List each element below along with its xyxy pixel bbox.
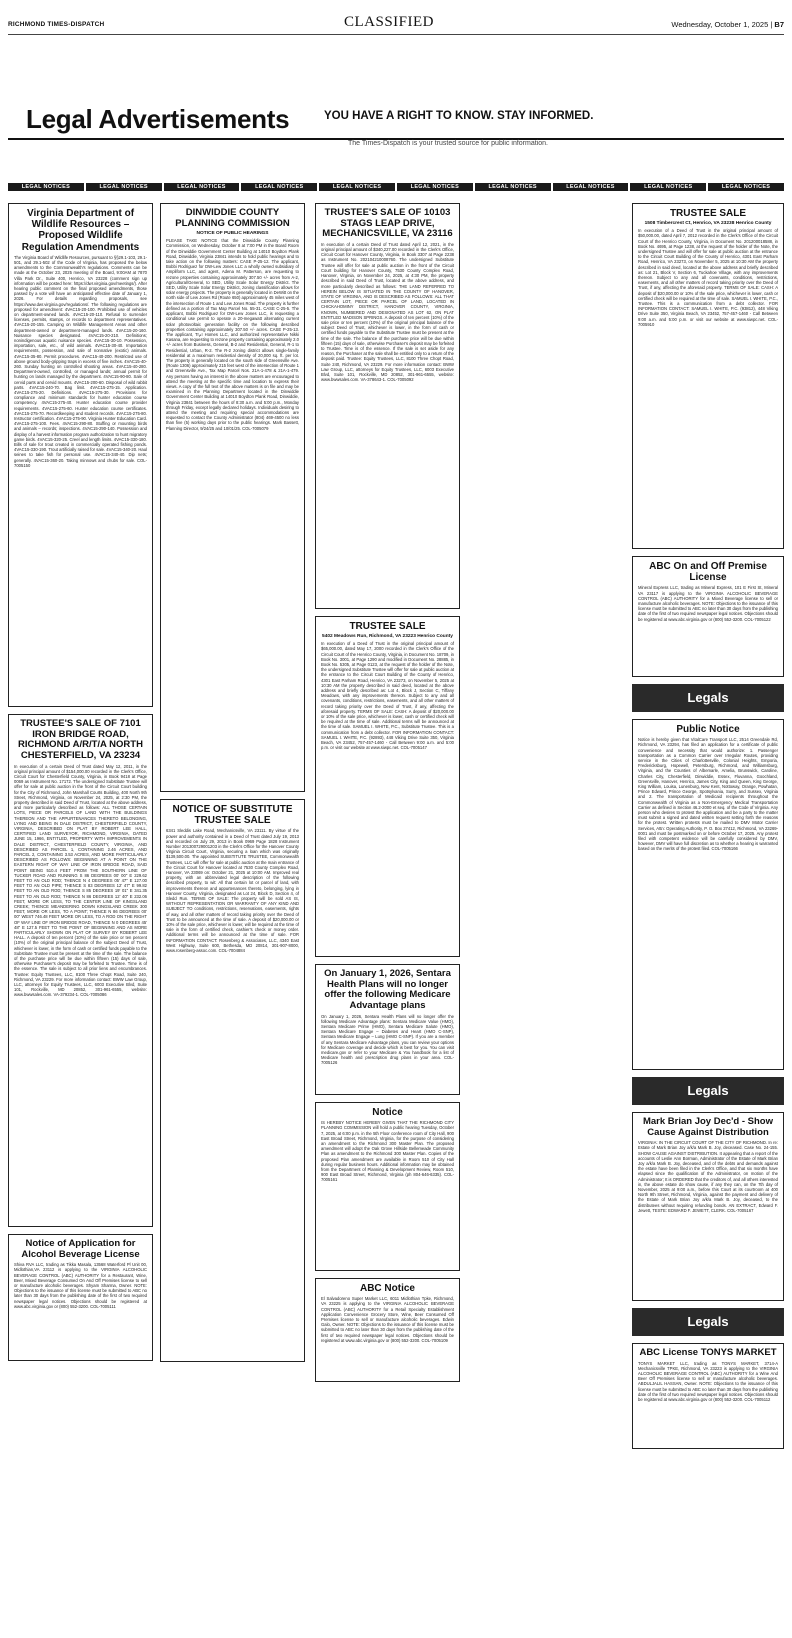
page-separator: |: [770, 20, 773, 29]
section-name: CLASSIFIED: [344, 14, 435, 30]
notice-estate-show-cause: [632, 1112, 784, 1301]
notice-title: Public Notice: [676, 724, 740, 735]
notice-substitute-trustee-sale: [160, 799, 305, 1362]
column-2: [160, 203, 305, 1369]
notice-subtitle: 1508 Timbercrest Ct, Henrico, VA 23238 Henrico County: [644, 221, 772, 227]
notice-body: Shiva RVA LLC, trading as Tikka Masala, 13568 Waterford Pl Unit 00, Midlothian,VA 23112 is applying to the VIRGINIA ALCOHOLIC BEVERAGE CONTROL (ABC) AUTHORITY for a Restaurant, Wine, Beer, Mixed Beverage Consumed On And Off Premises license to sell or manufacture alcoholic beverages. Shyam Sharma, Owner. NOTE: Objections to the issuance of this license must be submitted to ABC no later than 30 days from the publishing date of the first of two required newspaper legal notices. Objections should be registered at www.abc.virginia.gov or (800) 552-3200. COL-7005111: [14, 1262, 147, 1309]
category-label: LEGAL NOTICES: [475, 183, 551, 191]
notice-body: TONYS MARKET LLC, trading as TONYS MARKET, 3714-A Mechanicsville TPKE, Richmond, VA 23223 is applying to the VIRGINIA ALCOHOLIC BEVERAGE CONTROL (ABC) AUTHORITY for a Wine And Beer Off Premises license to sell or manufacture alcoholic beverages. ABDULJALIL HASSAN, Owner. NOTE: Objections to the issuance of this license must be submitted to ABC no later than 30 days from the publishing date of the first of two required newspaper legal notices. Objections should be registered at www.abc.virginia.gov or (800) 552-3200. COL-7005112: [638, 1360, 778, 1403]
category-bar: [8, 183, 784, 191]
legals-header: Legals: [632, 684, 784, 712]
notice-title: ABC On and Off Premise License: [649, 561, 767, 584]
category-label: LEGAL NOTICES: [630, 183, 706, 191]
category-label: LEGAL NOTICES: [8, 183, 84, 191]
notice-title: On January 1, 2026, Sentara Health Plans will no longer offer the following Medicare Advantage plans: [324, 968, 451, 1011]
category-label: LEGAL NOTICES: [708, 183, 784, 191]
notice-title: Notice: [372, 1107, 403, 1118]
notice-alcohol-license: [8, 1234, 153, 1361]
notice-title: Mark Brian Joy Dec'd - Show Cause Against Distribution: [642, 1116, 773, 1138]
category-label: LEGAL NOTICES: [553, 183, 629, 191]
legal-banner: [8, 98, 784, 147]
notice-body: El Salvadoreno Super Market LLC, 6011 Midlothian Tpke, Richmond, VA 23225 is applying to the VIRGINIA ALCOHOLIC BEVERAGE CONTROL (ABC) AUTHORITY for a Retail Specialty Establishment Application Convenience Grocery Store, Wine, Beer Consumed Off Premises license to sell or manufacture alcoholic beverages. Edwin Galo, Owner. NOTE: Objections to the issuance of this license must be submitted to ABC no later than 30 days from the publishing date of the first of two required newspaper legal notices. Objections should be registered at www.abc.virginia.gov or (800) 552-3200. COL-7005109: [321, 1296, 454, 1343]
notice-body: Mineral Express LLC, trading as Mineral Express, 101 E First St, Mineral VA 23117 is applying to the VIRGINIA ALCOHOLIC BEVERAGE CONTROL (ABC) AUTHORITY for a Mixed Beverage license to sell or manufacture alcoholic beverages. NOTE: Objections to the issuance of this license must be submitted to ABC no later than 30 days from the publishing date of the first of two required newspaper legal notices. Objections should be registered at www.abc.virginia.gov or (800) 552-3200. COL-7005122: [638, 585, 778, 622]
banner-tagline: YOU HAVE A RIGHT TO KNOW. STAY INFORMED.: [324, 110, 594, 122]
notice-abc: [315, 1278, 460, 1382]
column-3: [315, 203, 460, 1389]
notice-body: In execution of a certain Deed of Trust dated April 12, 2021, in the original principal amount of $340,227.00 recorded in the Clerk's Office, Circuit Court for Hanover County, Virginia, in Book 3307 at Page 2238 as Instrument No. 202104210008760. The undersigned Substitute Trustee will offer for sale at public auction in the front of the Circuit Court building for Hanover County, 7530 County Complex Road, Hanover, Virginia, on November 24, 2025, at 4:30 PM, the property described in said Deed of Trust, located at the above address, and more particularly described as follows: THE LAND REFERRED TO HEREIN BELOW IS SITUATED IN THE COUNTY OF HANOVER, STATE OF VIRGINIA, AND IS DESCRIBED AS FOLLOWS: ALL THAT CERTAIN LOT, PIECE OR PARCEL OF LAND, LOCATED IN CHICKAHOMINY DISTRICT, HANOVER COUNTY, VIRGINIA, KNOWN, NUMBERED AND DESIGNATED AS LOT 62, ON PLAT ENTITLED MADISON SPRINGS. A deposit of ten percent (10%) of the sale price or ten percent (10%) of the original principal balance of the subject Deed of Trust, whichever is lower, in the form of cash or certified funds payable to the Substitute Trustee must be present at the time of the sale. The balance of the purchase price will be due within fifteen (15) days of sale, otherwise Purchaser's deposit may be forfeited to Trustee. Time is of the essence. If the sale is set aside for any reason, the Purchaser at the sale shall be entitled only to a return of the deposit paid. Trustee: Equity Trustees, LLC, 8100 Three Chopt Road, Suite 240, Richmond, VA 23229. For more information contact: BWW Law Group, LLC, attorneys for Equity Trustees, LLC, 6003 Executive Blvd, Suite 101, Rockville, MD 20852, 301-961-6555, website: www.bwwsales.com. VA-378643-1. COL-7005092: [321, 241, 454, 383]
notice-title: TRUSTEE SALE: [669, 208, 747, 219]
notice-stags-leap-sale: [315, 203, 460, 609]
notice-tonys-market: [632, 1343, 784, 1449]
notice-body: IS HEREBY NOTICE HEREBY GIVEN THAT THE RICHMOND CITY PLANNING COMMISSION will hold a public hearing Tuesday, October 7, 2025, at 6:00 p.m. in the 5th Floor conference room of City Hall, 900 East Broad Street, Richmond, Virginia, for the purpose of considering an amendment to the Richmond 300 Master Plan. The proposed amendment will adopt the Oak Grove Hillside Bellemeade Community Plan as amendment to the Richmond 300 Master Plan. Copies of the proposed Plan amendment are available in Room 510 of City Hall during regular business hours. Additional information may be obtained from the Department of Planning & Development Review, Room 510, 900 East Broad Street, Richmond, Virginia (ph 804-646-6335). COL-7005161: [321, 1120, 454, 1183]
page-date: [671, 20, 784, 29]
notice-title: ABC License TONYS MARKET: [639, 1347, 777, 1358]
legals-header: Legals: [632, 1308, 784, 1336]
page-header: [8, 14, 784, 35]
notice-body: In execution of a certain Deed of Trust dated May 12, 2011, in the original principal amount of $154,000.00 recorded in the Clerk's Office, Circuit Court for Chesterfield County, Virginia, in Book 9418 at Page 0069 as Instrument No. 17172. The undersigned Substitute Trustee will offer for sale at public auction in the front of the Circuit Court building for the City of Richmond, John Marshall Courts Building, 400 North 9th Street, Richmond, Virginia, on November 24, 2025, at 2:30 PM, the property described in said Deed of Trust, located at the above address, and more particularly described as follows: ALL THOSE CERTAIN LOTS, PIECE OR PARCELS OF LAND WITH THE BUILDINGS THEREON AND THE APPURTENANCES THERETO BELONGING, LYING AND BEING IN DALE DISTRICT, CHESTERFIELD COUNTY, VIRGINIA, DESCRIBED ON PLAT BY ROBERT LEE HALL, CERTIFIED LAND SURVEYOR, RICHMOND, VIRGINIA, DATED JUNE 15, 1966, ENTITLED, PROPERTY WITH IMPROVEMENTS IN DALE DISTRICT, CHESTERFIELD COUNTY, VIRGINIA, AND DESCRIBED AS PARCEL 1, CONTAINING 2.46 ACRES, AND PARCEL 2, CONTAINING 3.53 ACRES, AND MORE PARTICULARLY DESCRIBED AS FOLLOWS: BEGINNING AT A POINT ON THE EASTERN RIGHT OF WAY LINE OF IRON BRIDGE ROAD, SAID POINT BEING 510.4 FEET FROM THE SOUTHERN LINE OF TUCKER ROAD AND RUNNING S 86 DEGREES 00' 00" E 229.62 FEET TO AN OLD ROD; THENCE N 4 DEGREES 05' 47" E 127.00 FEET TO AN OLD PIPE; THENCE S 83 DEGREES 12' 47" E 99.82 FEET TO AN OLD ROD; THENCE S 85 DEGREES 19' 01" E 341.35 FEET TO AN OLD ROD; THENCE N 86 DEGREES 12' 40" E 232.06 FEET, MORE OR LESS, TO THE CENTER LINE OF KINGSLAND CREEK; THENCE MEANDERING DOWN KINGSLAND CREEK 300 FEET, MORE OR LESS, TO A POINT; THENCE N 86 DEGREES 00' 00" WEST 746.48 FEET MORE OR LESS, TO A ROD ON THE RIGHT OF WAY LINE OF IRON BRIDGE ROAD, THENCE N 0 DEGREES 45' 48" E 127.5 FEET TO THE POINT OF BEGINNING AND AS MORE PARTICULARLY SHOWN ON PLAT OF SURVEY BY ROBERT LEE HALL. A deposit of ten percent (10%) of the sale price or ten percent (10%) of the original principal balance of the subject Deed of Trust, whichever is lower, in the form of cash or certified funds payable to the Substitute Trustee must be present at the time of the sale. The balance of the purchase price will be due within fifteen (15) days of sale, otherwise Purchaser's deposit may be forfeited to Trustee. Time is of the essence. The sale is subject to all prior liens and encumbrances. Trustee: Equity Trustees, LLC, 8100 Three Chopt Road, Suite 240, Richmond, VA 23229. For more information contact: BWW Law Group, LLC, attorneys for Equity Trustees, LLC, 6003 Executive Blvd, Suite 101, Rockville, MD 20852, 301-961-6555, website: www.bwwsales.com. VA-379234-1. COL-7005086: [14, 763, 147, 998]
notice-subtitle: 5402 Meadows Run, Richmond, VA 23223 Henrico County: [322, 634, 453, 640]
notice-body: On January 1, 2026, Sentara Health Plans will no longer offer the following Medicare Advantage plans: Sentara Medicare Value (HMO), Sentara Medicare Prime (HMO), Sentara Medicare Salute (HMO), Sentara Medicare Engage – Diabetes and Heart (HMO C-SNP), Sentara Medicare Engage – Lung (HMO C-SNP). If you are a member of any Sentara Medicare Advantage plans, you can review your options for Medicare coverage and decide which is best for you. You can visit medicare.gov or refer to your Medicare & You handbook for a list of Medicare health and prescription drug plans in your area. COL-7005126: [321, 1013, 454, 1066]
notice-body: In execution of a Deed of Trust in the original principal amount of $50,000.00, dated April 7, 2012 recorded in the Clerk's Office of the Circuit Court of the Henrico County, Virginia, in Document No. 201200018588, in Book No. 4695, at Page 1238, at the request of the holder of the Note, the undersigned Trustee and will offer for sale at public auction at the entrance to the Circuit Court Building of the County of Henrico, 4301 East Parham Road, Henrico, VA 23273, on November 5, 2025 at 10:30 AM the property described in said deed, located at the above address and briefly described as: Lot 21, Block V, Section 6, Tuckahoe Village, with any improvements thereon. Subject to any and all covenants, conditions, restrictions, easements, and all other matters of record taking priority over the Deed of Trust, if any, affecting the aforesaid property. TERMS OF SALE: CASH: A deposit of $20,000.00 or 10% of the sale price, whichever is lower, cash or certified check will be required at the time of sale. SAMUEL I. WHITE, P.C., Trustee. This is a communication from a debt collector. FOR INFORMATION CONTACT: SAMUEL I. WHITE, P.C. (93812), 448 Viking Drive Suite 350, Virginia Beach, VA 23452, 757-457-1460 - Call Between 9:00 a.m. and 5:00 p.m. or visit our website at www.siwpc.net. COL-7005910: [638, 228, 778, 327]
notice-title: DINWIDDIE COUNTY PLANNING COMMISSION: [175, 207, 290, 229]
notice-planning-hearing: [315, 1102, 460, 1271]
notice-dinwiddie-planning: [160, 203, 305, 792]
notice-timbercrest-sale: [632, 203, 784, 549]
notice-body: VIRGINIA: IN THE CIRCUIT COURT OF THE CITY OF RICHMOND. In re: Estate of Mark Brian Joy a/k/a Mark B. Joy, deceased. Case No. 24-155. SHOW CAUSE AGAINST DISTRIBUTION. It appearing that a report of the accounts of Leslie Ann Borman, Administrator of the Estate of Mark Brian Joy a/k/a Mark B. Joy, deceased, and of the debts and demands against the estate have been filed in the Clerk's Office, and that six months have elapsed since the qualification of the Administrator, on motion of the Administrator; It is ORDERED that the creditors of, and all others interested in, the above estate do show cause, if any they can, on the 7th day of November, 2025 at 9:00 a.m., before this Court at its courtroom at 400 North 9th Street, Richmond, Virginia, against the payment and delivery of the Estate of Mark Brian Joy a/k/a Mark B. Joy, deceased, to the distributees without requiring refunding bonds. AN EXTRACT, Edward F. Jewett, TESTE: EDWARD F. JEWETT, CLERK. COL-7005167: [638, 1140, 778, 1213]
notice-title: TRUSTEE'S SALE OF 7101 IRON BRIDGE ROAD, RICHMOND A/R/T/A NORTH CHESTERFIELD, VA 23234: [18, 718, 143, 761]
category-label: LEGAL NOTICES: [86, 183, 162, 191]
notice-body: 6341 Sleddis Lake Road, Mechanicsville, VA 23111. By virtue of the power and authority contained in a Deed of Trust dated July 19, 2013 and recorded on July 29, 2013 in Book 0969 Page 1828 Instrument Number 201300729001203 in the Clerk's Office for the Hanover County Virginia Circuit Court, Virginia, securing a loan which was originally $139,500.00. The appointed SUBSTITUTE TRUSTEE, Commonwealth Trustees, LLC will offer for sale at public auction at the main entrance of the Circuit Court for Hanover located at 7530 County Complex Road, Hanover, VA 23069 on: October 21, 2025 at 10:00 AM. Improved real property, with an abbreviated legal description of the following described property, to wit: All that certain lot or parcel of land, with improvements thereon and appurtenances thereto, belonging, lying in Hanover County, Virginia, designated as Lot 24, Block D, Section 4, of Sledd Run. TERMS OF SALE: The property will be sold AS IS, WITHOUT REPRESENTATION OR WARRANTY OF ANY KIND AND SUBJECT TO conditions, restrictions, reservations, easements, rights of way, and all other matters of record taking priority over the Deed of Trust to be announced at the time of sale. A deposit of $20,000.00 or 10% of the sale price, whichever is lower, will be required at the time of sale in the form of certified check, cashier's check or money order. Additional terms will be announced at the time of sale. FOR INFORMATION CONTACT: Rosenberg & Associates, LLC, 4340 East West Highway, Suite 600, Bethesda, MD 20814, 301-907-8000, www.rosenberg-assoc.com. COL-7004884: [166, 828, 299, 954]
column-1: [8, 203, 153, 1368]
notice-abc-on-off-premise: [632, 556, 784, 677]
category-label: LEGAL NOTICES: [241, 183, 317, 191]
category-label: LEGAL NOTICES: [319, 183, 395, 191]
category-label: LEGAL NOTICES: [397, 183, 473, 191]
notice-title: ABC Notice: [359, 1283, 415, 1294]
notice-public-transport: [632, 719, 784, 1070]
notice-title: Virginia Department of Wildlife Resources – Proposed Wildlife Regulation Amendments: [21, 208, 140, 253]
legals-header: Legals: [632, 1077, 784, 1105]
banner-title: Legal Advertisements: [26, 104, 290, 134]
notice-subtitle: NOTICE OF PUBLIC HEARINGS: [196, 231, 269, 237]
date-text: Wednesday, October 1, 2025: [671, 20, 769, 29]
notice-iron-bridge-sale: [8, 714, 153, 1227]
notice-title: TRUSTEE SALE: [349, 621, 426, 632]
category-label: LEGAL NOTICES: [164, 183, 240, 191]
notice-title: TRUSTEE'S SALE OF 10103 STAGS LEAP DRIVE, MECHANICSVILLE, VA 23116: [322, 207, 453, 240]
notice-body: The Virginia Board of Wildlife Resources, pursuant to §§29.1-103, 29.1-501, and 29.1-502 of the Code of Virginia, has proposed the below amendments to the Commonwealth's regulations. Comments can be made at the October 23, 2025 meeting of the Board, 9:00AM at 7870 Villa Park Dr., Suite 400, Henrico, VA 23228 (comment sign up information will be posted here: https://dwr.virginia.gov/meetings/). After hearing public comment on the final proposed amendments, those passed by a vote will have an anticipated effective date of January 1, 2026. For details regarding proposals, see https://www.dwr.virginia.gov/regulations/. The following regulations are proposed for amendment: 4VAC15-20-100. Prohibited use of vehicles on department-owned lands. 4VAC15-20-110. Refusal to surrender licenses, permits, stamps, or records to department representatives. 4VAC15-20-155. Camping on Wildlife Management Areas and other department-owned or department-managed lands. 4VAC15-20-160. Nuisance species designated. 4VAC15-20-210. Definitions; nonindigenous aquatic nuisance species. 4VAC15-30-10. Possession, importation, sale, etc., of wild animals. 4VAC15-30-40. Importation requirements, possession, and sale of nonnative (exotic) animals. 4VAC15-35-80. Permit procedures. 4VAC15-40-200. Restricted use of above ground body-gripping traps in excess of five inches. 4VAC15-40-260. Sunday hunting on controlled shooting areas. 4VAC15-40-280. Department-owned, controlled, or managed lands; annual permit for hunting on lands managed by the department. 4VAC15-90-80. Sale of cervid parts and cervid mounts. 4VAC15-200-60. Disposal of wild rabbit parts. 4VAC15-240-70. Bag limit. 4VAC15-275-15. Application. 4VAC15-275-20. Definitions. 4VAC15-275-30. Provisions for compliance and minimum standards for hunter education course competency. 4VAC15-275-40. Hunter education course provider requirements. 4VAC15-275-60. Hunter education course certificates. 4VAC15-275-70. Recordkeeping and student records. 4VAC15-275-80. Instructor certification. 4VAC15-275-90. Virginia Hunter Education Card. 4VAC15-275-100. Fees. 4VAC15-290-80. Stuffing or mounting birds and animals – records; inspections. 4VAC15-290-140. Possession and display of a harvest information program authorization to hunt migratory game birds. 4VAC15-320-25. Creel and length limits. 4VAC15-330-180. Bills of sale for trout created in commercially operated fishing ponds. 4VAC15-330-190. Trout artificially raised for sale. 4VAC15-340-20. Haul seines to take fish for personal use. 4VAC15-340-40. Dip nets; generally. 4VAC15-360-20. Taking minnows and chubs for sale. COL-7005150: [14, 254, 147, 468]
notice-title: NOTICE OF SUBSTITUTE TRUSTEE SALE: [172, 804, 293, 827]
publication-name: RICHMOND TIMES-DISPATCH: [8, 21, 105, 28]
notice-body: PLEASE TAKE NOTICE that the Dinwiddie County Planning Commission, on Wednesday, October 8 at 7:00 PM in the Board Room of the Dinwiddie Government Center Building at 14010 Boydton Plank Road, Dinwiddie, Virginia 23841 intends to hold public hearings and to take action on the following matters: CASE P-25-12. The applicant, Bobbi Rodriguez for DW-Lew Jones LLC a wholly owned subsidiary of Ampliform LLC, and agent, Adena M. Patterson, are requesting to rezone properties containing approximately 307.50 +/- acres from A-2, Agricultural/General, to SED, Utility Scale Solar Energy District. The SED, Utility Scale Solar Energy District, zoning classification allows for solar energy projects. The property is generally located in DeWitt on the north side of Lew Jones Rd (Route 650) approximately 45 miles west of the intersection of Route 1 and Lew Jones Road. The property is further defined as a portion of Tax Map Parcel No. 55-31. CASE C-25-5. The applicant, Bobbi Rodriguez for DW-Lew Jones LLC, is requesting a conditional use permit to operate a 20-megawatt alternating current solar photovoltaic generation facility on the following described properties containing approximately 307.50 +/- acres. CASE P-25-13. The applicant, Trام Homes LLC, and authorized representative Nikki Kasana, are requesting to rezone property containing approximately 2.0 +/- acres from Business, General, B-2 and Residential, General, R-1 to Residential, Urban, R-2. The R-2 zoning district allows single-family residential at a maximum residential density of 20,000 sq. ft. per lot. The property is generally located on the south side of Greensville Ave. (Route 1306) approximately 215 feet west of the intersection of Route 1 and Greensville Ave., Tax Map Parcel Nos. 21A-1-478 & 21A-1-479. Any persons having an interest in the above matters are encouraged to attend the meeting at the specific time and location to express their views. A copy of the full text of the above matters is on file and may be examined in the Planning Department located in the Dinwiddie Government Center Building at 14010 Boydton Plank Road, Dinwiddie, Virginia 23841 between the hours of 8:30 a.m. and 5:00 p.m., Monday through Friday, except legally declared holidays. Individuals desiring to attend the meeting and requiring special accommodations are requested to contact the County Administrator (804) 469-4500 no less than five (5) working days prior to the public hearings. Mark Bassett, Planning Director, 9/24/25 and 10/01/25. COL-7005079: [166, 238, 299, 431]
notice-medicare-advantage: [315, 964, 460, 1095]
page-number: B7: [774, 20, 784, 29]
notice-body: In execution of a Deed of Trust in the original principal amount of $65,000.00, dated May 17, 2000 recorded in the Clerk's Office of the Circuit Court of the Henrico County, Virginia, in Document No. 18709, in Book No. 3001, at Page 1290 and modified in Document No. 28885, in Book No. 5305, at Page 0123, at the request of the holder of the Note, the undersigned Substitute Trustee will offer for sale at public auction at the entrance to the Circuit Court Building of the County of Henrico, 4301 East Parham Road, Henrico, VA 23273, on November 5, 2025 at 10:30 AM the property described in said deed, located at the above address and briefly described as: Lot 4, Block J, Section C, Tiffany Meadows, with any improvements thereon. Subject to any and all covenants, conditions, restrictions, easements, and all other matters of record taking priority over the Deed of Trust, if any, affecting the aforesaid property. TERMS OF SALE: CASH: A deposit of $20,000.00 or 10% of the sale price, whichever is lower, cash or certified check will be required at the time of sale. Additional terms will be announced at the time of sale. SAMUEL I. WHITE, P.C., Substitute Trustee. This is a communication from a debt collector. FOR INFORMATION CONTACT: SAMUEL I. WHITE, P.C. (92893), 448 Viking Drive Suite 350, Virginia Beach, VA 23452, 757-457-1460 - Call Between 9:00 a.m. and 5:00 p.m. or visit our website at www.siwpc.net. COL-7005147: [321, 641, 454, 751]
notice-meadows-run-sale: [315, 616, 460, 957]
banner-subline: The Times-Dispatch is your trusted source for public information.: [348, 140, 548, 147]
notice-title: Notice of Application for Alcohol Beverage License: [21, 1238, 140, 1260]
column-5: [632, 203, 784, 1456]
notice-body: Notice is hereby given that VitalCare Transport LLC, 2514 Greendale Rd, Richmond, VA 23294, has filed an application for a certificate of public convenience and necessity that would authorize: 1. Passenger transportation as a Common Carrier over Irregular Routes, providing service in the Cities of Charlottesville, Colonial Heights, Emporia, Fredericksburg, Hopewell, Petersburg, Richmond, and Williamsburg, Virginia, and the Counties of Albemarle, Amelia, Brunswick, Caroline, Charles City, Chesterfield, Dinwiddie, Essex, Fluvanna, Goochland, Greensville, Hanover, Henrico, James City, King and Queen, King George, King William, Louisa, Lunenburg, New Kent, Nottoway, Orange, Powhatan, Prince Edward, Prince George, Spotsylvania, Surry, and Sussex, Virginia and 2. The transportation of Medicaid recipients throughout the Commonwealth of Virginia as a Non-Emergency Medical Transportation Carrier as defined in Section 46.2-2000 et seq. of the Code of Virginia. Any person who desires to protest the application and be a party to the matter must submit a signed and dated written request setting forth the reasons for the protest. Written protests must be mailed to DMV Motor Carrier Services, Attn: Operating Authority, P. O. Box 27412, Richmond, VA 23269-0001 and must be postmarked on or before October 17, 2025. Any protest filed with competent evidence will be carefully considered by DMV, however, DMV will have full discretion as to whether a hearing is warranted based on the merits of the protest filed. COL-7005166: [638, 737, 778, 852]
notice-wildlife-regulations: [8, 203, 153, 707]
